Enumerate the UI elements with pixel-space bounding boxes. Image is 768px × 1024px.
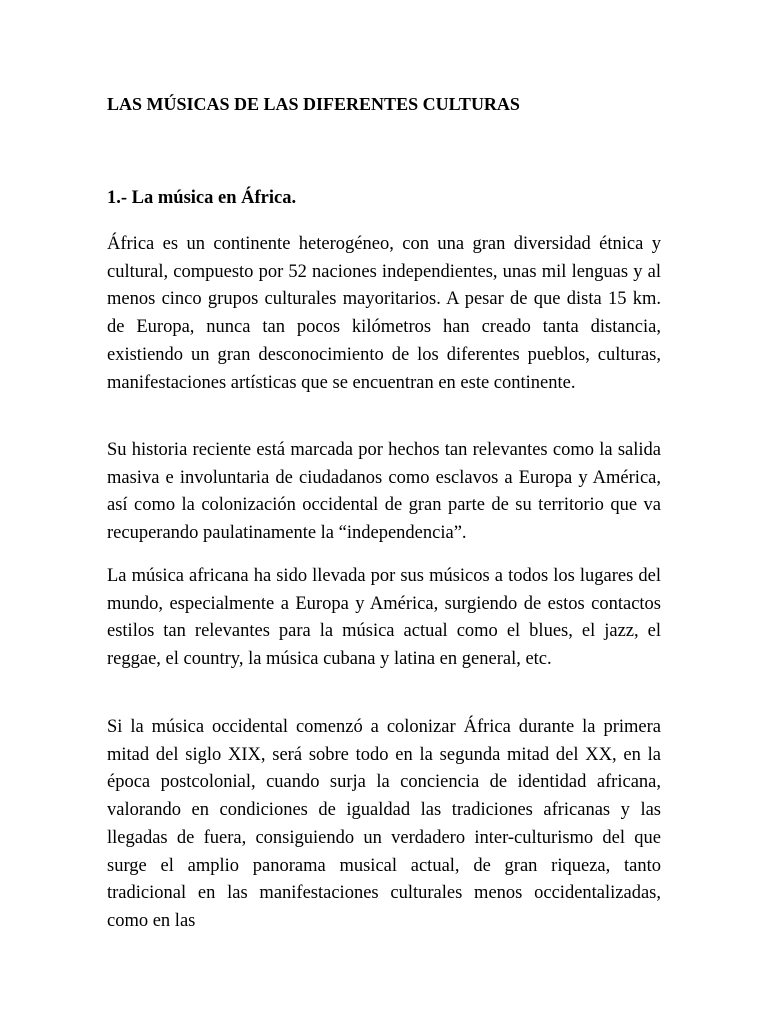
section-heading	[107, 185, 296, 211]
body-paragraph-3: La música africana ha sido llevada por sus músicos a todos los lugares del mundo, especialmente a Europa y América, surgiendo de estos contactos estilos tan relevantes para la música actual como el blues, el jazz, el reggae, el country, la música cubana y latina en general, etc.	[107, 566, 661, 670]
document-title: LAS MÚSICAS DE LAS DIFERENTES CULTURAS	[107, 94, 520, 114]
body-paragraph-2: Su historia reciente está marcada por hechos tan relevantes como la salida masiva e involuntaria de ciudadanos como esclavos a Europa y América, así como la colonización occidental de gran parte de su territorio que va recuperando paulatinamente la “independencia”.	[107, 440, 661, 544]
section-heading-text: 1.- La música en África	[107, 188, 292, 208]
body-paragraph-1: África es un continente heterogéneo, con una gran diversidad étnica y cultural, compuesto por 52 naciones independientes, unas mil lenguas y al menos cinco grupos culturales mayoritarios. A pesar de que dista 15 km. de Europa, nunca tan pocos kilómetros han creado tanta distancia, existiendo un gran desconocimiento de los diferentes pueblos, culturas, manifestaciones artísticas que se encuentran en este continente.	[107, 234, 661, 393]
body-paragraph-4: Si la música occidental comenzó a colonizar África durante la primera mitad del siglo XIX, será sobre todo en la segunda mitad del XX, en la época postcolonial, cuando surja la conciencia de identidad africana, valorando en condiciones de igualdad las tradiciones africanas y las llegadas de fuera, consiguiendo un verdadero inter-culturismo del que surge el amplio panorama musical actual, de gran riqueza, tanto tradicional en las manifestaciones culturales menos occidentalizadas, como en las	[107, 717, 661, 931]
section-heading-period: .	[291, 188, 297, 208]
